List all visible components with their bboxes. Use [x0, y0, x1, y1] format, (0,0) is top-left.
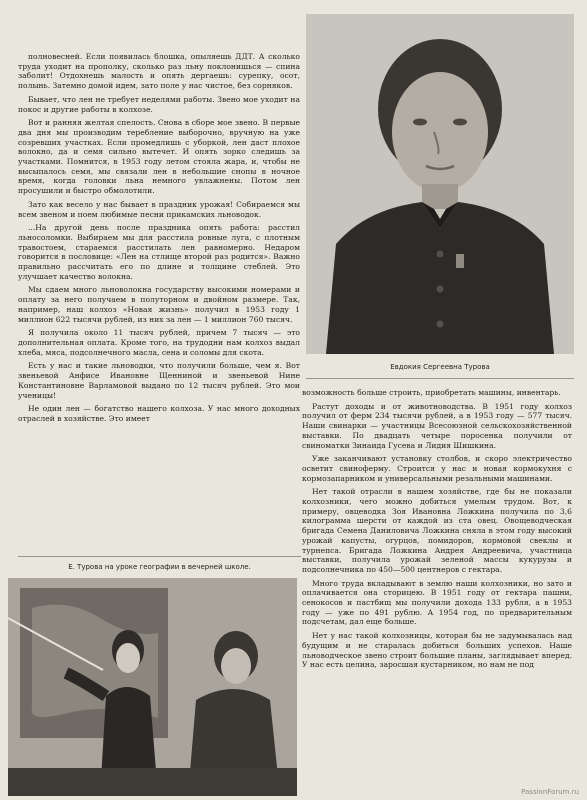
paragraph: возможность больше строить, приобретать машины, инвентарь.	[302, 388, 561, 397]
paragraph: Вот и ранняя желтая спелость. Снова в сборе мое звено. В первые два дня мы производим теребление выборочно, вручную на уже созревших участках. Если промедлишь с уборкой, лен даст плохое волокно, да и семя сильно вытечет. И опять зорко следишь за участками. Помнится, в 1953 году летом стояла жара, и, чтобы не высыпалось семя, мы связали лен в небольшие снопы в ночное время, когда головки льна немного увлажнены. Потом лен просушили и быстро обмолотили.	[18, 118, 300, 196]
portrait-woman-illustration	[306, 14, 574, 354]
paragraph: Бывает, что лен не требует неделями работы. Звено мое уходит на покос и другие работы в колхозе.	[18, 94, 300, 114]
paragraph: Растут доходы и от животноводства. В 1951 году колхоз получил от ферм 234 тысячи рублей, а в 1953 году — 577 тысяч. Наши свинарки — участницы Всесоюзной сельскохозяйственной выставки. По двадцать четыре поросенка получили от свиноматки Зинаида Гусева и Лидия Шишкина.	[302, 401, 572, 450]
article-right-column	[302, 388, 572, 792]
paragraph: Нет такой отрасли в нашем хозяйстве, где бы не показали колхозники, чего можно добиться умелым трудом. Вот, к примеру, овцеводка Зоя Ивановна Ложкина получила по 3,6 килограмма шерсти от каждой из ста овец. Овощеводческая бригада Семена Даниловича Ложкина сняла в этом году высокий урожай капусты, огурцов, помидоров, кормовой свеклы и турнепса. Бригада Ложкина Андрея Андреевича, участница выставки, получила урожай зеленой массы кукурузы и подсолнечника по 450—500 центнеров с гектара.	[302, 487, 572, 574]
classroom-photo-caption: Е. Турова на уроке географии в вечерней школе.	[18, 556, 301, 577]
portrait-photo	[306, 14, 574, 354]
site-watermark: PassionForum.ru	[521, 788, 579, 796]
paragraph: Не один лен — богатство нашего колхоза. У нас много доходных отраслей в хозяйстве. Это имеет	[18, 404, 300, 423]
paragraph: полновесней. Если появилась блошка, опыляешь ДДТ. А сколько труда уходит на прополку, сколько раз льну поклонишься — спина заболит! Отдохнешь малость и опять дергаешь: сурепку, осот, полынь. Затемно домой идем, зато поле у нас чистое, без сорняков.	[18, 52, 300, 91]
article-left-column	[18, 52, 300, 557]
paragraph: Я получила около 11 тысяч рублей, причем 7 тысяч — это дополнительная оплата. Кроме того, на трудодни нам колхоз выдал хлеба, мяса, подсолнечного масла, сена и соломы для скота.	[18, 328, 300, 357]
paragraph: ...На другой день после праздника опять работа: расстил льносоломки. Выбираем мы для расстила ровные луга, с плотным травостоем, стараемся расстилать лен равномерно. Недаром говорится в пословице: «Лен на стлище второй раз родится». Важно правильно рассчитать его по длине и толщине стеблей. Это улучшает качество волокна.	[18, 223, 300, 281]
paragraph: Много труда вкладывают в землю наши колхозники, но зато и оплачивается она сторицею. В 1951 году от гектара пашни, сенокосов и пастбищ мы получили дохода 133 рубля, а в 1953 году — уже по 491 рублю. А 1954 год, по предварительным подсчетам, дал еще больше.	[302, 578, 572, 627]
paragraph: Уже заканчивают установку столбов, и скоро электричество осветит свиноферму. Строится у нас и новая кормокухня с кормозапарником и универсальными резальными машинами.	[302, 454, 572, 483]
paragraph: Зато как весело у нас бывает в праздник урожая! Собираемся мы всем звеном и поем любимые песни прикамских льноводок.	[18, 199, 300, 219]
classroom-photo	[8, 578, 297, 796]
paragraph: Нет у нас такой колхозницы, которая бы не задумывалась над будущим и не старалась добиться больших успехов. Наше льноводческое звено строит большие планы, заглядывает вперед. У нас есть целина, заросшая кустарником, но нам не под	[302, 631, 572, 670]
portrait-caption: Евдокия Сергеевна Турова	[306, 356, 574, 379]
paragraph: Есть у нас и такие льноводки, что получили больше, чем я. Вот звеньевой Анфисе Ивановне Щенниной и звеньевой Нине Константиновне Варламовой выдано по 12 тысяч рублей. Это мои ученицы!	[18, 361, 300, 400]
paragraph: Мы сдаем много льноволокна государству высокими номерами и оплату за него получаем в полуторном и двойном размере. Так, например, наш колхоз «Новая жизнь» получил в 1953 году 1 миллион 622 тысячи рублей, из них за лен — 1 миллион 760 тысяч.	[18, 285, 300, 324]
classroom-scene-illustration	[8, 578, 297, 796]
